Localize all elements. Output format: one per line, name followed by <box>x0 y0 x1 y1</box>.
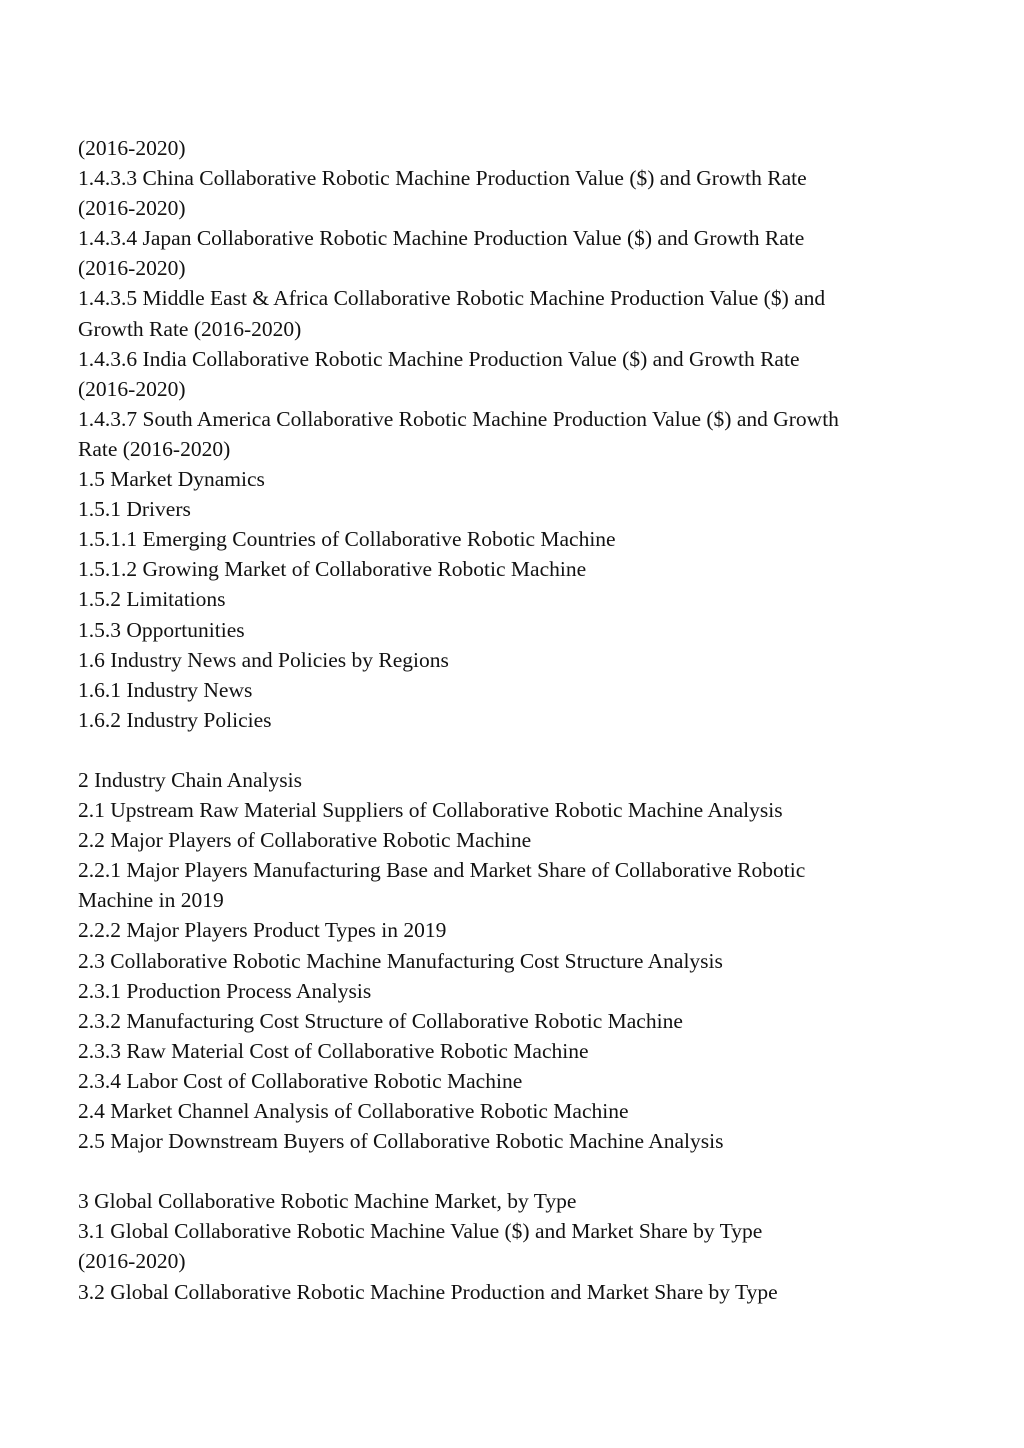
toc-line: 1.6 Industry News and Policies by Regions <box>78 647 449 672</box>
document-page <box>78 133 978 1307</box>
toc-line: 1.4.3.7 South America Collaborative Robotic Machine Production Value ($) and Growth <box>78 406 839 431</box>
toc-line: 1.5 Market Dynamics <box>78 467 265 492</box>
toc-line: 1.5.2 Limitations <box>78 587 226 612</box>
toc-line: 1.6.2 Industry Policies <box>78 707 272 732</box>
toc-line: 1.5.1 Drivers <box>78 497 191 522</box>
toc-line: 2.2.1 Major Players Manufacturing Base and Market Share of Collaborative Robotic <box>78 858 806 883</box>
toc-line: Rate (2016-2020) <box>78 436 231 461</box>
toc-line: 3.1 Global Collaborative Robotic Machine Value ($) and Market Share by Type <box>78 1219 763 1244</box>
toc-line: 1.4.3.4 Japan Collaborative Robotic Machine Production Value ($) and Growth Rate <box>78 226 805 251</box>
toc-line: 3.2 Global Collaborative Robotic Machine Production and Market Share by Type <box>78 1279 778 1304</box>
section-spacer <box>78 1156 978 1186</box>
toc-line: 2.3.2 Manufacturing Cost Structure of Collaborative Robotic Machine <box>78 1008 683 1033</box>
toc-line: 1.4.3.3 China Collaborative Robotic Machine Production Value ($) and Growth Rate <box>78 166 807 191</box>
toc-line: 2.5 Major Downstream Buyers of Collaborative Robotic Machine Analysis <box>78 1129 724 1154</box>
toc-line: (2016-2020) <box>78 376 186 401</box>
toc-line: 2.2.2 Major Players Product Types in 2019 <box>78 918 447 943</box>
toc-line: 2.3 Collaborative Robotic Machine Manufacturing Cost Structure Analysis <box>78 948 723 973</box>
toc-line: (2016-2020) <box>78 136 186 160</box>
toc-line: (2016-2020) <box>78 196 186 221</box>
toc-line: 2.1 Upstream Raw Material Suppliers of Collaborative Robotic Machine Analysis <box>78 798 783 823</box>
toc-line: 2.3.1 Production Process Analysis <box>78 978 372 1003</box>
toc-line: 1.5.3 Opportunities <box>78 617 245 642</box>
toc-line: 1.6.1 Industry News <box>78 677 253 702</box>
toc-line: (2016-2020) <box>78 256 186 281</box>
toc-line: 1.4.3.6 India Collaborative Robotic Machine Production Value ($) and Growth Rate <box>78 346 800 371</box>
toc-line: 2.4 Market Channel Analysis of Collaborative Robotic Machine <box>78 1099 629 1123</box>
section-heading: 2 Industry Chain Analysis <box>78 767 302 792</box>
toc-line: 2.3.3 Raw Material Cost of Collaborative Robotic Machine <box>78 1038 589 1063</box>
toc-line: Growth Rate (2016-2020) <box>78 316 302 341</box>
section-heading: 3 Global Collaborative Robotic Machine Market, by Type <box>78 1189 577 1214</box>
toc-line: 1.5.1.1 Emerging Countries of Collaborative Robotic Machine <box>78 527 616 552</box>
toc-line: 1.5.1.2 Growing Market of Collaborative Robotic Machine <box>78 557 587 582</box>
toc-line: 2.3.4 Labor Cost of Collaborative Robotic Machine <box>78 1068 523 1093</box>
section-spacer <box>78 735 978 765</box>
toc-line: 1.4.3.5 Middle East & Africa Collaborative Robotic Machine Production Value ($) and <box>78 286 826 311</box>
toc-line: 2.2 Major Players of Collaborative Robotic Machine <box>78 828 532 853</box>
toc-line: Machine in 2019 <box>78 888 224 913</box>
toc-line: (2016-2020) <box>78 1249 186 1274</box>
